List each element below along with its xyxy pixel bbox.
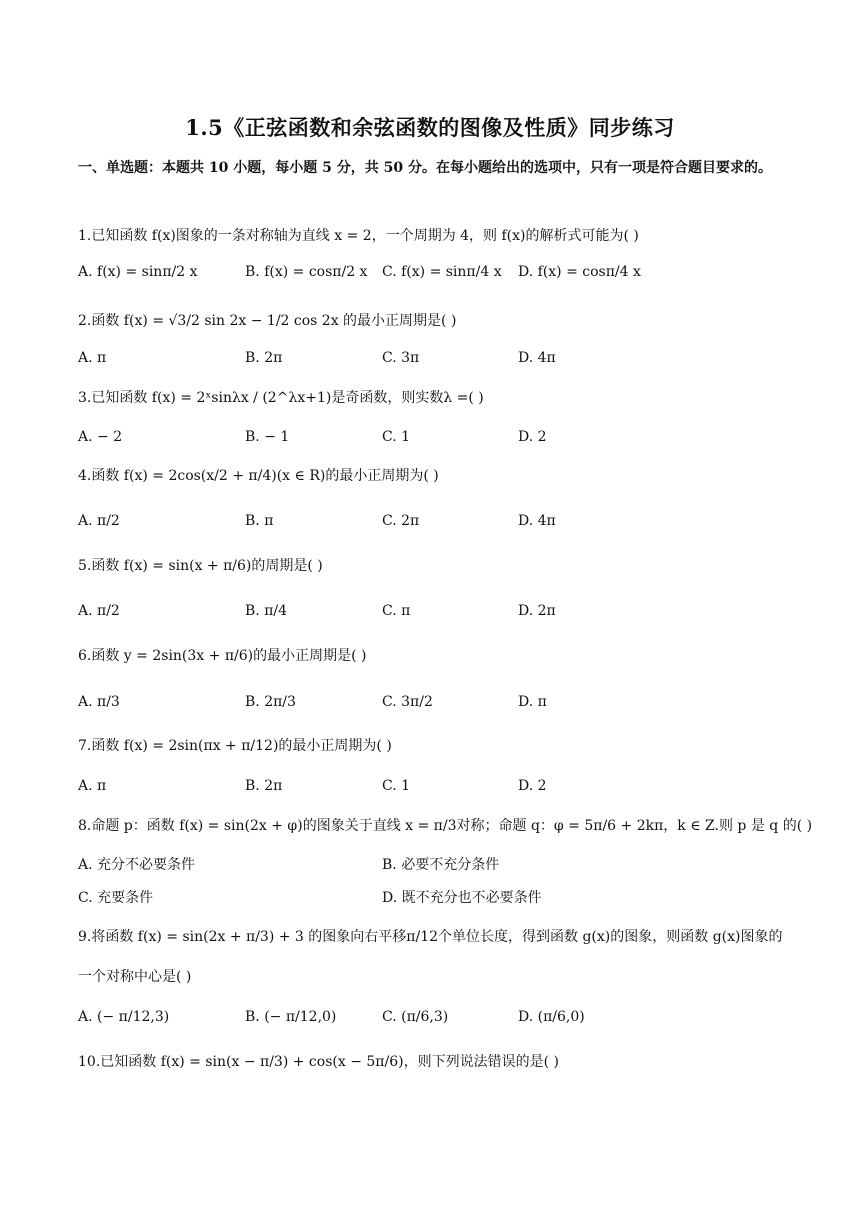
option-d: D. 既不充分也不必要条件 [382,890,542,906]
option-a: A. π/3 [78,694,120,710]
question-number: 3. [78,390,92,406]
section-heading: 一、单选题：本题共 10 小题，每小题 5 分，共 50 分。在每小题给出的选项中，只有一项是符合题目要求的。 [78,160,772,176]
option-a: A. π [78,350,107,366]
option-c: C. (π/6,3) [382,1009,449,1025]
question-stem: 函数 f(x) = √3/2 sin 2x − 1/2 cos 2x 的最小正周期是( ) [91,313,457,329]
question-stem: 函数 y = 2sin(3x + π/6)的最小正周期是( ) [91,648,367,664]
question-3 [78,388,798,408]
option-b: B. π/4 [245,603,288,619]
question-stem: 已知函数 f(x) = sin(x − π/3) + cos(x − 5π/6)，则下列说法错误的是( ) [100,1054,559,1070]
question-9-continued: 一个对称中心是( ) [78,969,192,985]
option-c: C. 3π [382,350,420,366]
question-number: 7. [78,738,92,754]
option-b: B. − 1 [245,429,290,445]
option-a: A. π [78,778,107,794]
option-d: D. 2 [518,429,547,445]
option-c: C. 3π/2 [382,694,433,710]
question-stem: 已知函数 f(x) = 2ˣsinλx / (2^λx+1)是奇函数，则实数λ =( ) [91,390,484,406]
option-b: B. 2π [245,778,283,794]
option-c: C. 充要条件 [78,890,154,906]
question-number: 6. [78,648,92,664]
question-10 [78,1052,798,1072]
option-c: C. 1 [382,778,411,794]
option-c: C. 1 [382,429,411,445]
option-d: D. π [518,694,547,710]
option-d: D. 2π [518,603,556,619]
question-stem: 命题 p：函数 f(x) = sin(2x + φ)的图象关于直线 x = π/3对称；命题 q：φ = 5π/6 + 2kπ，k ∈ Z.则 p 是 q 的( ) [91,818,813,834]
option-a: A. − 2 [78,429,123,445]
question-number: 4. [78,468,92,484]
option-c: C. 2π [382,513,420,529]
question-number: 10. [78,1054,101,1070]
question-number: 9. [78,929,92,945]
option-d: D. 4π [518,513,556,529]
option-a: A. (− π/12,3) [78,1009,170,1025]
question-5 [78,556,798,576]
question-stem: 已知函数 f(x)图象的一条对称轴为直线 x = 2，一个周期为 4，则 f(x)的解析式可能为( ) [91,228,639,244]
option-a: A. π/2 [78,513,120,529]
question-1 [78,226,798,246]
option-d: D. f(x) = cosπ/4 x [518,264,641,280]
question-number: 5. [78,558,92,574]
question-stem: 函数 f(x) = 2cos(x/2 + π/4)(x ∈ R)的最小正周期为( ) [91,468,439,484]
option-b: B. 2π/3 [245,694,296,710]
option-d: D. 4π [518,350,556,366]
option-b: B. 2π [245,350,283,366]
option-c: C. π [382,603,411,619]
question-stem: 函数 f(x) = sin(x + π/6)的周期是( ) [91,558,323,574]
page-title: 1.5《正弦函数和余弦函数的图像及性质》同步练习 [185,115,675,140]
option-b: B. (− π/12,0) [245,1009,337,1025]
question-9 [78,927,798,947]
question-number: 2. [78,313,92,329]
question-6 [78,646,798,666]
question-stem: 将函数 f(x) = sin(2x + π/3) + 3 的图象向右平移π/12个单位长度，得到函数 g(x)的图象，则函数 g(x)图象的 [91,929,783,945]
question-8 [78,816,813,836]
question-4 [78,466,798,486]
option-a: A. 充分不必要条件 [78,857,196,873]
option-d: D. 2 [518,778,547,794]
question-7 [78,736,798,756]
option-b: B. π [245,513,274,529]
option-a: A. π/2 [78,603,120,619]
option-a: A. f(x) = sinπ/2 x [78,264,198,280]
question-number: 1. [78,228,92,244]
option-d: D. (π/6,0) [518,1009,585,1025]
question-stem: 函数 f(x) = 2sin(πx + π/12)的最小正周期为( ) [91,738,392,754]
option-c: C. f(x) = sinπ/4 x [382,264,502,280]
option-b: B. f(x) = cosπ/2 x [245,264,368,280]
question-number: 8. [78,818,92,834]
option-b: B. 必要不充分条件 [382,857,500,873]
question-2 [78,311,798,331]
